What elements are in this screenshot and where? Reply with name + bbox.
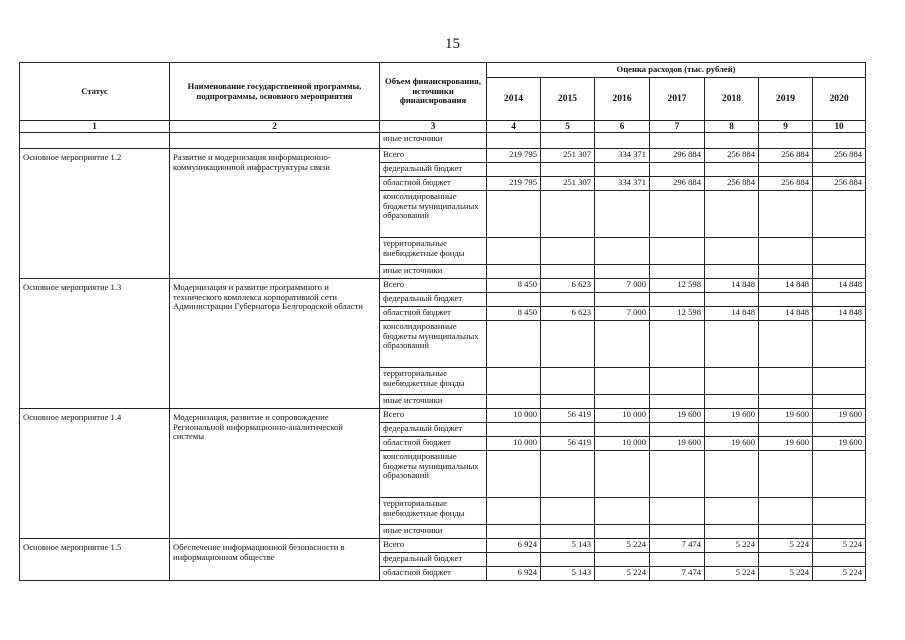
column-number: 1 [20,121,170,133]
funding-source-cell: областной бюджет [380,567,487,581]
value-cell-2015: 6 623 [541,307,595,321]
value-cell-2016: 334 371 [595,149,650,163]
table-row [20,539,866,553]
value-cell-2019: 256 884 [759,177,813,191]
value-cell-2018 [705,265,759,279]
value-cell-2018 [705,395,759,409]
value-cell-2016: 5 224 [595,567,650,581]
funding-source-cell: областной бюджет [380,307,487,321]
table-row [20,149,866,163]
value-cell-2018: 14 848 [705,279,759,293]
column-number: 3 [380,121,487,133]
value-cell-2014 [487,498,541,525]
value-cell-2018 [705,525,759,539]
value-cell-2017 [650,525,705,539]
value-cell-2020: 256 884 [813,177,866,191]
header-year: 2015 [541,78,595,121]
value-cell-2018 [705,451,759,498]
value-cell-2017 [650,133,705,149]
value-cell-2016: 10 000 [595,409,650,423]
column-number: 7 [650,121,705,133]
column-number: 8 [705,121,759,133]
value-cell-2018: 14 848 [705,307,759,321]
header-year: 2020 [813,78,866,121]
header-year: 2018 [705,78,759,121]
value-cell-2019 [759,265,813,279]
value-cell-2015 [541,238,595,265]
value-cell-2014 [487,265,541,279]
value-cell-2020 [813,265,866,279]
value-cell-2014: 10 000 [487,437,541,451]
value-cell-2019 [759,133,813,149]
column-number: 9 [759,121,813,133]
value-cell-2016 [595,553,650,567]
value-cell-2017 [650,451,705,498]
column-number: 2 [170,121,380,133]
value-cell-2015 [541,395,595,409]
value-cell-2019: 19 600 [759,437,813,451]
value-cell-2020: 256 884 [813,149,866,163]
value-cell-2018 [705,498,759,525]
page-number: 15 [445,36,460,52]
status-cell: Основное мероприятие 1.3 [20,279,170,409]
funding-source-cell: Всего [380,149,487,163]
value-cell-2018 [705,423,759,437]
value-cell-2020 [813,238,866,265]
value-cell-2016 [595,368,650,395]
column-number: 10 [813,121,866,133]
value-cell-2019 [759,498,813,525]
measure-name-cell: Развитие и модернизация информационно-коммуникационной инфраструктуры связи [170,149,380,279]
value-cell-2014 [487,293,541,307]
value-cell-2016 [595,321,650,368]
value-cell-2014 [487,133,541,149]
status-cell: Основное мероприятие 1.2 [20,149,170,279]
value-cell-2019 [759,293,813,307]
header-year: 2019 [759,78,813,121]
value-cell-2018: 19 600 [705,437,759,451]
funding-source-cell: территориальные внебюджетные фонды [380,238,487,265]
funding-source-cell: областной бюджет [380,437,487,451]
value-cell-2016: 10 000 [595,437,650,451]
value-cell-2016: 334 371 [595,177,650,191]
value-cell-2020: 19 600 [813,437,866,451]
value-cell-2020 [813,191,866,238]
value-cell-2015 [541,525,595,539]
value-cell-2014: 219 795 [487,177,541,191]
value-cell-2020 [813,423,866,437]
value-cell-2015: 56 419 [541,409,595,423]
funding-source-cell: Всего [380,409,487,423]
value-cell-2015: 251 307 [541,177,595,191]
value-cell-2020 [813,163,866,177]
value-cell-2015: 251 307 [541,149,595,163]
funding-source-cell: иные источники [380,525,487,539]
value-cell-2020: 19 600 [813,409,866,423]
value-cell-2015 [541,423,595,437]
status-cell: Основное мероприятие 1.5 [20,539,170,581]
value-cell-2016 [595,395,650,409]
value-cell-2018: 256 884 [705,149,759,163]
value-cell-2017 [650,423,705,437]
value-cell-2020 [813,293,866,307]
funding-source-cell: областной бюджет [380,177,487,191]
value-cell-2014 [487,553,541,567]
column-number: 4 [487,121,541,133]
value-cell-2019: 5 224 [759,539,813,553]
value-cell-2018 [705,133,759,149]
value-cell-2017 [650,163,705,177]
value-cell-2016: 7 000 [595,307,650,321]
value-cell-2014 [487,525,541,539]
value-cell-2017 [650,265,705,279]
value-cell-2018 [705,238,759,265]
value-cell-2016 [595,238,650,265]
value-cell-2015 [541,368,595,395]
value-cell-2014: 219 795 [487,149,541,163]
column-number: 6 [595,121,650,133]
value-cell-2019: 14 848 [759,307,813,321]
funding-source-cell: Всего [380,539,487,553]
value-cell-2016 [595,265,650,279]
funding-source-cell: иные источники [380,395,487,409]
value-cell-2017 [650,395,705,409]
value-cell-2020 [813,321,866,368]
value-cell-2018: 256 884 [705,177,759,191]
value-cell-2014 [487,395,541,409]
value-cell-2014 [487,163,541,177]
value-cell-2017: 296 884 [650,149,705,163]
value-cell-2015 [541,265,595,279]
value-cell-2017 [650,293,705,307]
value-cell-2016: 7 000 [595,279,650,293]
value-cell-2019 [759,395,813,409]
value-cell-2017: 19 600 [650,409,705,423]
measure-name-cell: Модернизация и развитие программного и технического комплекса корпоративной сети Администрации Губернатора Белгородской области [170,279,380,409]
value-cell-2015: 6 623 [541,279,595,293]
value-cell-2015 [541,553,595,567]
value-cell-2019: 5 224 [759,567,813,581]
funding-source-cell: территориальные внебюджетные фонды [380,498,487,525]
value-cell-2017 [650,191,705,238]
value-cell-2018 [705,163,759,177]
value-cell-2020: 14 848 [813,307,866,321]
value-cell-2017 [650,498,705,525]
value-cell-2018 [705,368,759,395]
value-cell-2020: 5 224 [813,539,866,553]
header-status: Статус [20,63,170,121]
value-cell-2018: 19 600 [705,409,759,423]
funding-source-cell: иные источники [380,133,487,149]
value-cell-2017: 19 600 [650,437,705,451]
value-cell-2014 [487,321,541,368]
value-cell-2020 [813,133,866,149]
funding-source-cell: Всего [380,279,487,293]
value-cell-2016 [595,498,650,525]
value-cell-2015: 5 143 [541,567,595,581]
funding-source-cell: федеральный бюджет [380,423,487,437]
value-cell-2019 [759,368,813,395]
status-cell: Основное мероприятие 1.4 [20,409,170,539]
value-cell-2019 [759,238,813,265]
value-cell-2015 [541,133,595,149]
value-cell-2019: 19 600 [759,409,813,423]
value-cell-2020 [813,368,866,395]
value-cell-2017 [650,321,705,368]
value-cell-2018 [705,191,759,238]
value-cell-2018 [705,321,759,368]
value-cell-2019 [759,525,813,539]
funding-source-cell: федеральный бюджет [380,163,487,177]
value-cell-2016 [595,133,650,149]
value-cell-2017: 12 598 [650,307,705,321]
value-cell-2015 [541,498,595,525]
value-cell-2019 [759,321,813,368]
value-cell-2020 [813,498,866,525]
value-cell-2015 [541,163,595,177]
value-cell-2017: 296 884 [650,177,705,191]
funding-source-cell: федеральный бюджет [380,293,487,307]
header-year: 2017 [650,78,705,121]
measure-name-cell: Модернизация, развитие и сопровождение Региональной информационно-аналитической системы [170,409,380,539]
value-cell-2017: 12 598 [650,279,705,293]
value-cell-2014 [487,191,541,238]
value-cell-2015 [541,191,595,238]
value-cell-2016 [595,451,650,498]
value-cell-2016 [595,163,650,177]
table-row [20,133,866,149]
value-cell-2019: 256 884 [759,149,813,163]
value-cell-2018: 5 224 [705,539,759,553]
value-cell-2014: 8 450 [487,307,541,321]
table-body [20,133,866,581]
value-cell-2015 [541,293,595,307]
funding-source-cell: иные источники [380,265,487,279]
value-cell-2018 [705,293,759,307]
value-cell-2014 [487,238,541,265]
value-cell-2016 [595,525,650,539]
header-volume: Объем финансирования, источники финансирования [380,63,487,121]
value-cell-2016 [595,191,650,238]
value-cell-2014: 6 924 [487,539,541,553]
value-cell-2019 [759,451,813,498]
value-cell-2015 [541,451,595,498]
funding-source-cell: территориальные внебюджетные фонды [380,368,487,395]
value-cell-2020 [813,553,866,567]
funding-source-cell: федеральный бюджет [380,553,487,567]
value-cell-2017 [650,368,705,395]
value-cell-2016: 5 224 [595,539,650,553]
value-cell-2015: 56 419 [541,437,595,451]
funding-source-cell: консолидированные бюджеты муниципальных образований [380,321,487,368]
value-cell-2014 [487,451,541,498]
value-cell-2020: 14 848 [813,279,866,293]
value-cell-2017: 7 474 [650,567,705,581]
funding-source-cell: консолидированные бюджеты муниципальных образований [380,451,487,498]
value-cell-2019 [759,191,813,238]
budget-table [19,62,866,581]
status-cell [20,133,170,149]
value-cell-2015: 5 143 [541,539,595,553]
value-cell-2018 [705,553,759,567]
value-cell-2018: 5 224 [705,567,759,581]
value-cell-2014: 8 450 [487,279,541,293]
funding-source-cell: консолидированные бюджеты муниципальных образований [380,191,487,238]
measure-name-cell: Обеспечение информационной безопасности в информационном обществе [170,539,380,581]
value-cell-2016 [595,293,650,307]
column-number: 5 [541,121,595,133]
value-cell-2017 [650,553,705,567]
table-row [20,409,866,423]
header-year: 2016 [595,78,650,121]
value-cell-2020 [813,525,866,539]
header-name: Наименование государственной программы, подпрограммы, основного мероприятия [170,63,380,121]
header-year: 2014 [487,78,541,121]
value-cell-2019: 14 848 [759,279,813,293]
value-cell-2014 [487,368,541,395]
value-cell-2020 [813,451,866,498]
value-cell-2017: 7 474 [650,539,705,553]
measure-name-cell [170,133,380,149]
value-cell-2020 [813,395,866,409]
value-cell-2014 [487,423,541,437]
value-cell-2014: 10 000 [487,409,541,423]
value-cell-2019 [759,553,813,567]
value-cell-2019 [759,163,813,177]
table-row [20,279,866,293]
header-estimate: Оценка расходов (тыс. рублей) [487,63,866,78]
value-cell-2015 [541,321,595,368]
value-cell-2016 [595,423,650,437]
value-cell-2014: 6 924 [487,567,541,581]
value-cell-2020: 5 224 [813,567,866,581]
value-cell-2019 [759,423,813,437]
value-cell-2017 [650,238,705,265]
